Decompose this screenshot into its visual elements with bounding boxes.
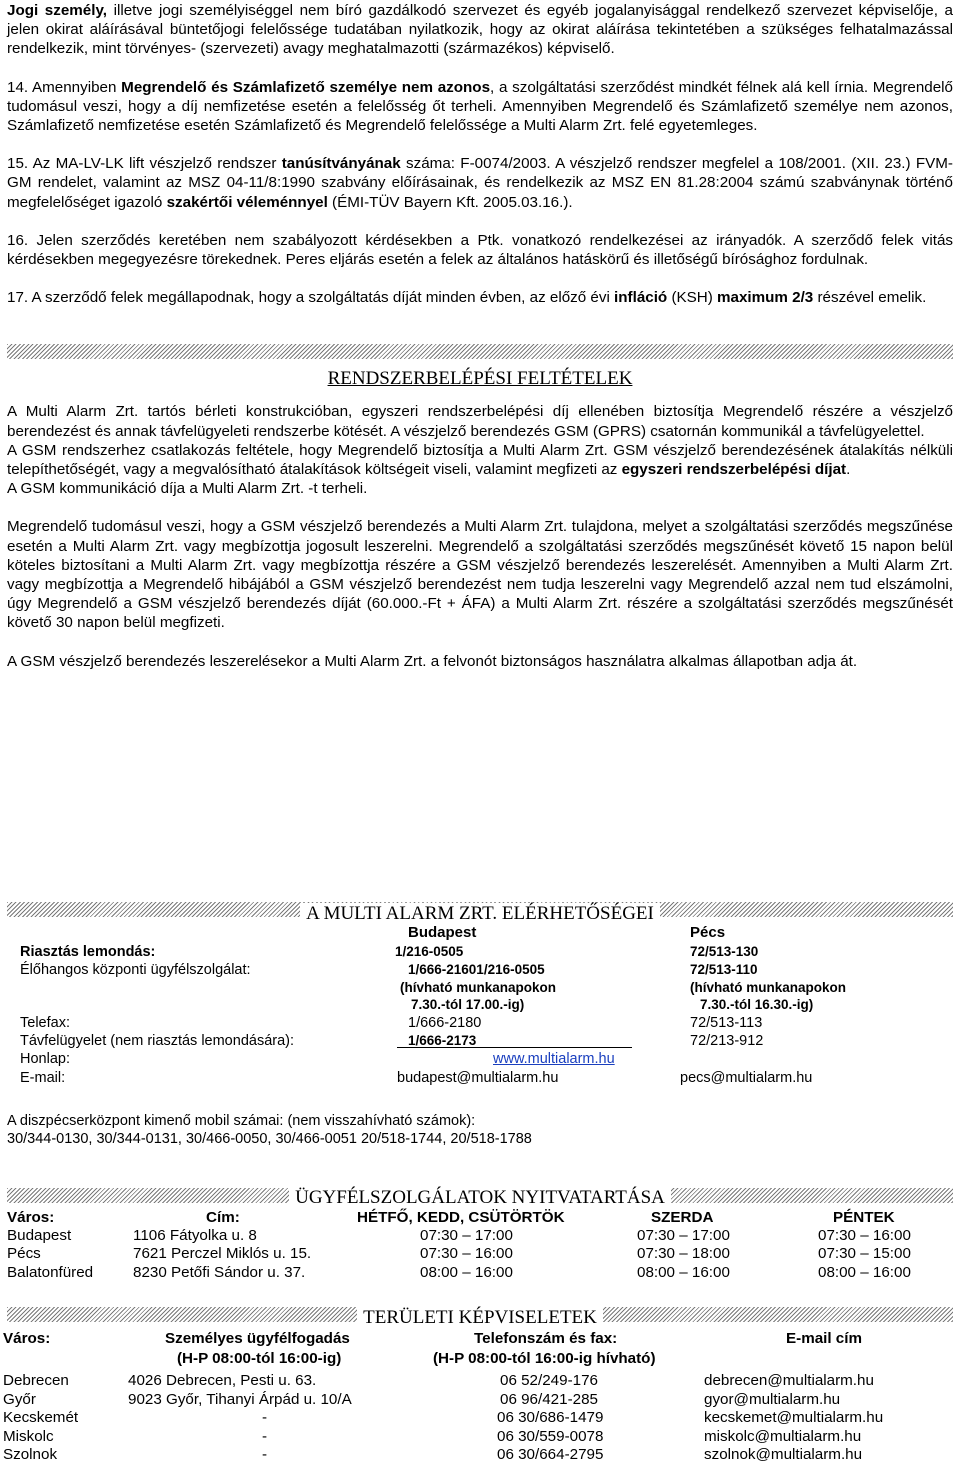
email-pecs[interactable]: pecs@multialarm.hu bbox=[680, 1070, 813, 1086]
telefax-pecs: 72/513-113 bbox=[690, 1015, 763, 1031]
clause-17: 17. A szerződő felek megállapodnak, hogy a szolgáltatás díját minden évben, az előző évi infláció (KSH) maximum 2/3 részével emelik. bbox=[7, 289, 927, 307]
clause-16: 16. Jelen szerződés keretében nem szabályozott kérdésekben a Ptk. vonatkozó rendelkezései az irányadók. A szerződő felek vitás kérdésekben megegyezésre törekednek. Peres eljárás esetén a felek az általános hatáskörű és illetőségű bírósághoz fordulnak. bbox=[7, 231, 953, 269]
rendszer-p2: A GSM rendszerhez csatlakozás feltétele, hogy Megrendelő biztosítja a Multi Alarm Zrt. GSM vészjelző berendezésének átalakítás nélküli telepíthetőségét, vagy a megvalósítható átalakítások költségeit viseli, valamint megfizeti az egyszeri rendszerbelépési díjat. bbox=[7, 441, 953, 479]
regional-title: TERÜLETI KÉPVISELETEK bbox=[7, 1306, 953, 1330]
honlap-link[interactable]: www.multialarm.hu bbox=[493, 1051, 615, 1067]
honlap-label: Honlap: bbox=[20, 1051, 70, 1067]
section-divider bbox=[7, 344, 953, 359]
riasztas-bp: 1/216-0505 bbox=[395, 944, 464, 959]
document-page bbox=[7, 0, 953, 671]
header-mon-tue-thu: HÉTFŐ, KEDD, CSÜTÖRTÖK bbox=[357, 1209, 565, 1226]
tav-bp: 1/666-2173 bbox=[408, 1033, 477, 1048]
pecs-hours: 7.30.-tól 16.30.-ig) bbox=[700, 997, 814, 1012]
tav-label: Távfelügyelet (nem riasztás lemondására): bbox=[20, 1033, 295, 1049]
col-budapest: Budapest bbox=[408, 924, 477, 941]
header-wed: SZERDA bbox=[651, 1209, 714, 1226]
eloh-pecs: 72/513-110 bbox=[690, 962, 758, 977]
header-personal: Személyes ügyfélfogadás bbox=[165, 1330, 350, 1347]
intro-paragraph: Jogi személy, illetve jogi személyiséggel nem bíró gazdálkodó szervezet és egyéb jogalanyisággal rendelkező szervezet képviselője, a jelen okirat aláírásával büntetőjogi felelőssége tudatában nyilatkozik, hogy az okirat aláírása tekintetében a szükséges felhatalmazással rendelkezik, mint törvényes- (szervezeti) avagy meghatalmazotti (származékos) képviselő. bbox=[7, 2, 954, 58]
header-city: Város: bbox=[3, 1330, 51, 1347]
mobile-title: A diszpécserközpont kimenő mobil számai: (nem visszahívható számok): bbox=[7, 1113, 476, 1129]
header-fri: PÉNTEK bbox=[833, 1209, 895, 1226]
eloh-label: Élőhangos központi ügyfélszolgálat: bbox=[20, 962, 251, 978]
contacts-title: A MULTI ALARM ZRT. ELÉRHETŐSÉGEI bbox=[7, 902, 953, 926]
rendszer-p1: A Multi Alarm Zrt. tartós bérleti konstrukcióban, egyszeri rendszerbelépési díj ellenében biztosítja Megrendelő részére a vészjelző berendezést és annak távfelügyeleti rendszerbe kötését. A vészjelző berendezés GSM (GPRS) csatornán kommunikál a távfelügyelettel. bbox=[7, 403, 953, 440]
header-city: Város: bbox=[7, 1209, 55, 1226]
honlap-rule bbox=[397, 1047, 632, 1048]
bp-hours: 7.30.-tól 17.00.-ig) bbox=[411, 997, 525, 1012]
mobile-numbers: 30/344-0130, 30/344-0131, 30/466-0050, 30/466-0051 20/518-1744, 20/518-1788 bbox=[7, 1131, 532, 1147]
eloh-bp: 1/666-21601/216-0505 bbox=[408, 962, 545, 977]
pecs-hivhato: (hívható munkanapokon bbox=[690, 980, 847, 995]
rendszer-p5: A GSM vészjelző berendezés leszerelésekor a Multi Alarm Zrt. a felvonót biztonságos használatra alkalmas állapotban adja át. bbox=[7, 652, 858, 670]
col-pecs: Pécs bbox=[690, 924, 726, 941]
header-address: Cím: bbox=[206, 1209, 240, 1226]
header-phone-hours: (H-P 08:00-tól 16:00-ig hívható) bbox=[433, 1350, 656, 1367]
email-label: E-mail: bbox=[20, 1070, 66, 1086]
telefax-bp: 1/666-2180 bbox=[408, 1015, 482, 1031]
telefax-label: Telefax: bbox=[20, 1015, 70, 1031]
header-email: E-mail cím bbox=[786, 1330, 862, 1347]
offices-title: ÜGYFÉLSZOLGÁLATOK NYITVATARTÁSA bbox=[7, 1186, 953, 1210]
clause-14: 14. Amennyiben Megrendelő és Számlafizető személye nem azonos, a szolgáltatási szerződést mindkét félnek alá kell írnia. Megrendelő tudomásul veszi, hogy a díj nemfizetése esetén a felelősség őt terheli. Amennyiben Megrendelő és Számlafizető személye nem azonos, Számlafizető nemfizetése esetén Számlafizető és Megrendelő felelőssége a Multi Alarm Zrt. felé egyetemleges. bbox=[7, 78, 953, 135]
email-bp[interactable]: budapest@multialarm.hu bbox=[397, 1070, 559, 1086]
tav-pecs: 72/213-912 bbox=[690, 1033, 764, 1049]
bp-hivhato: (hívható munkanapokon bbox=[400, 980, 557, 995]
rendszer-p4: Megrendelő tudomásul veszi, hogy a GSM vészjelző berendezés a Multi Alarm Zrt. tulajdona, melyet a szolgáltatási szerződés megszűnése esetén a Multi Alarm Zrt. vagy megbízottja jogosult leszerelni. Megrendelő a szolgáltatási szerződés megszűnését követő 15 napon belül köteles biztosítani a Multi Alarm Zrt. vagy megbízottja részére a GSM vészjelző berendezés leszerelését. Amennyiben a Multi Alarm Zrt. vagy megbízottja a Megrendelő hibájából a GSM vészjelző berendezést nem tudja leszerelni vagy Megrendelő azzal nem tud elszámolni, úgy Megrendelő a GSM vészjelző berendezés díját (60.000.-Ft + ÁFA) a Multi Alarm Zrt. részére a szolgáltatási szerződés megszűnését követő 30 napon belül megfizeti. bbox=[7, 518, 953, 632]
riasztas-label: Riasztás lemondás: bbox=[20, 944, 156, 960]
clause-15: 15. Az MA-LV-LK lift vészjelző rendszer tanúsítványának száma: F-0074/2003. A vészjelző rendszer megfelel a 108/2001. (XII. 23.) FVM-GM rendelet, valamint az MSZ 04-11/8:1990 szabvány előírásainak, és rendelkezik az MSZ EN 81.28:2004 számú szabványnak történő megfelelőséget igazoló szakértői véleménnyel (ÉMI-TÜV Bayern Kft. 2005.03.16.). bbox=[7, 155, 953, 211]
rendszer-title: RENDSZERBELÉPÉSI FELTÉTELEK bbox=[327, 368, 633, 390]
header-personal-hours: (H-P 08:00-tól 16:00-ig) bbox=[177, 1350, 342, 1367]
riasztas-pecs: 72/513-130 bbox=[690, 944, 759, 959]
header-phone: Telefonszám és fax: bbox=[474, 1330, 618, 1347]
rendszer-p3: A GSM kommunikáció díja a Multi Alarm Zrt. -t terheli. bbox=[7, 480, 368, 498]
